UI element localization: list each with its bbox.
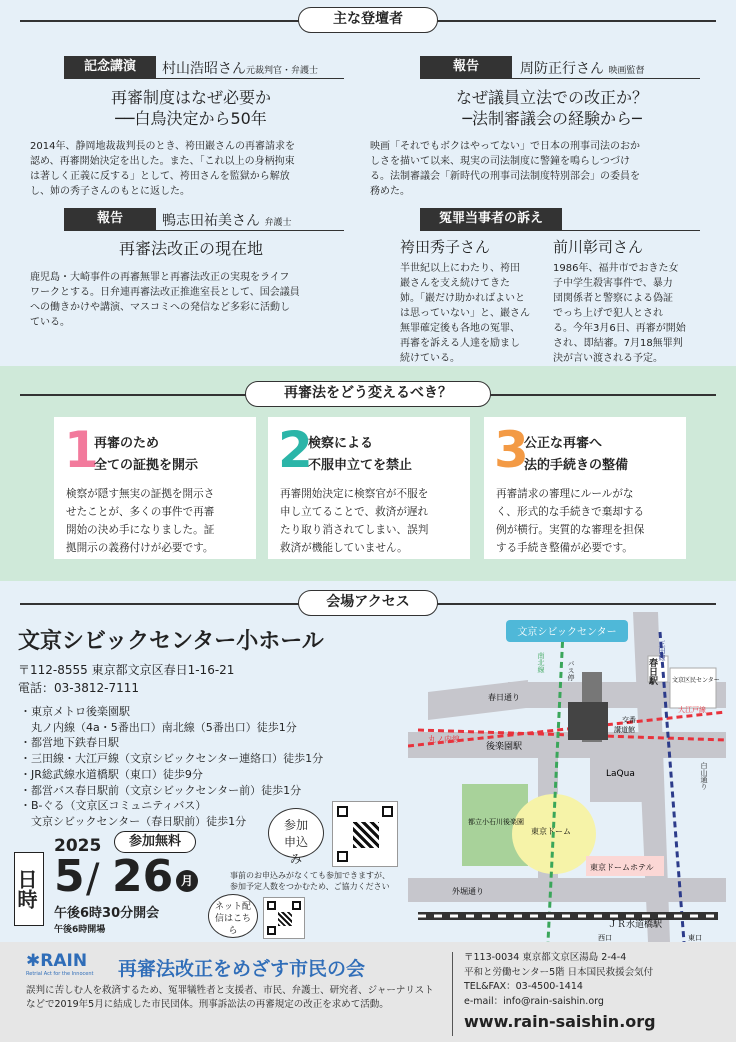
stream-bubble: ネット配信はこちら: [208, 894, 258, 938]
rain-logo-sub: Retrial Act for the Innocent: [26, 971, 94, 977]
venue-phone: 電話：03-3812-7111: [18, 681, 140, 695]
free-badge: 参加無料: [114, 831, 196, 853]
mita-label: 三田線: [658, 640, 666, 661]
route-line: 丸ノ内線（4a・5番出口）南北線（5番出口）徒歩1分: [20, 720, 297, 734]
kumin-center: [670, 668, 716, 708]
west-exit-label: 西口: [598, 934, 612, 942]
hakusan-label: 白山通り: [700, 762, 708, 790]
card-number: 2: [278, 421, 313, 479]
route-line: ・三田線・大江戸線（文京シビックセンター連絡口）徒歩1分: [20, 752, 324, 766]
victim-name: 袴田秀子さん: [400, 238, 491, 256]
org-description: 誤判に苦しむ人を救済するため、冤罪犠牲者と支援者、市民、弁護士、研究者、ジャーナリスト などで2019年5月に結成した市民団体。刑事訴訟法の再審規定の改正を求めて活動。: [26, 985, 434, 1010]
route-line: ・B-ぐる（文京区コミュニティバス）: [20, 799, 207, 813]
talk-title: 再審制度はなぜ必要か ──白鳥決定から50年: [110, 88, 271, 128]
victim-bio: 1986年、福井市でおきた女 子中学生殺害事件で、暴力 団関係者と警察による偽証 でっち上げで犯人とされ る。今年3月6日、再審が開始 され、即結審。7月18無罪判 決が言い渡される予定。: [553, 263, 686, 364]
date-label: 日時: [14, 852, 44, 926]
card-text: 再審開始決定に検察官が不服を 申し立てることで、救済が遅れ たり取り消されてしまい、誤判 救済が機能していません。: [280, 488, 429, 554]
reform-heading: 再審法をどう変えるべき？: [245, 381, 491, 407]
talk-title: なぜ議員立法での改正か？ ─法制審議会の経験から─: [455, 88, 648, 128]
underline: [64, 230, 344, 231]
kasuga-dori-label: 春日通り: [488, 693, 520, 702]
hotel-label: 東京ドームホテル: [590, 863, 654, 872]
tag-report: 報告: [64, 208, 156, 230]
bus-stop-label: バス停: [567, 660, 575, 681]
door-time: 午後6時開場: [54, 925, 106, 935]
route-line: ・都営地下鉄春日駅: [20, 736, 119, 750]
underline: [64, 78, 344, 79]
venue-address: 〒112-8555 東京都文京区春日1-16-21: [18, 663, 235, 677]
tag-report: 報告: [420, 56, 512, 78]
event-month: 5: [54, 851, 85, 902]
oedo-label: 大江戸線: [678, 706, 706, 714]
sotobori-label: 外堀通り: [452, 887, 484, 896]
access-routes: [20, 704, 323, 830]
rain-logo: ✱RAIN: [26, 951, 88, 971]
footer-divider: [452, 952, 453, 1036]
speakers-section: [0, 0, 736, 366]
card-title: 公正な再審へ 法的手続きの整備: [524, 436, 629, 473]
stream-qr-code[interactable]: [263, 897, 305, 939]
route-line: 文京シビックセンター（春日駅前）徒歩1分: [20, 814, 247, 828]
route-line: ・都営バス春日駅前（文京シビックセンター前）徒歩1分: [20, 783, 302, 797]
speaker-bio: 映画「それでもボクはやってない」で日本の刑事司法のおか しさを描いて以来、現実の司法制度に警鐘を鳴らしつづけ る。法制審議会「新時代の刑事司法制度特別部会」の委員を 務めた。: [370, 141, 640, 197]
apply-note: 事前のお申込みがなくても参加できますが、 参加予定人数をつかむため、ご協力ください: [230, 871, 390, 891]
venue-name: 文京シビックセンター小ホール: [18, 629, 324, 654]
org-contact: 〒113-0034 東京都文京区湯島 2-4-4 平和と労働センター5階 日本国民救援会気付 TEL&FAX：03-4500-1414 e-mail：info@rain-saishin.org: [464, 952, 654, 1007]
tag-victims: 冤罪当事者の訴え: [420, 208, 562, 230]
laqua-label: LaQua: [606, 769, 635, 779]
speakers-heading: 主な登壇者: [298, 7, 438, 33]
speaker-name: 周防正行さん 映画監督: [520, 61, 645, 77]
tag-keynote: 記念講演: [64, 56, 156, 78]
reform-card-2: [268, 417, 470, 559]
apply-qr-code[interactable]: [332, 801, 398, 867]
civic-building: [568, 702, 608, 740]
victim-name: 前川彰司さん: [553, 238, 644, 256]
card-text: 再審請求の審理にルールがな く、形式的な手続きで棄却する 例が横行。実質的な審理を担保 する手続き整備が必要です。: [496, 488, 645, 554]
rain-icon: ✱: [26, 951, 41, 971]
callout-label: 文京シビックセンター: [517, 627, 617, 638]
koban-label: 交番: [622, 716, 636, 724]
namboku-label: 南北線: [537, 652, 545, 673]
speaker-bio: 2014年、静岡地裁裁判長のとき、袴田巖さんの再審請求を 認め、再審開始決定を出した。また、「これ以上の身柄拘束 は著しく正義に反する」として、袴田さんを監獄から解放 し、姉の秀子さんのもとに返した。: [30, 141, 296, 197]
korakuen-label: 後楽園駅: [486, 742, 523, 752]
underline: [420, 78, 700, 79]
kumin-label: 文京区民センター: [672, 677, 720, 684]
route-line: ・東京メトロ後楽園駅: [20, 705, 130, 718]
card-text: 検察が隠す無実の証拠を開示さ せたことが、多くの事件で再審 開始の決め手になりました。証 拠開示の義務付けが必要です。: [66, 488, 215, 554]
card-number: 1: [64, 421, 99, 479]
talk-title: 再審法改正の現在地: [118, 239, 263, 258]
speaker-name: 鴨志田祐美さん 弁護士: [162, 213, 292, 229]
reform-card-3: [484, 417, 686, 559]
speaker-name: 村山浩昭さん元裁判官・弁護士: [162, 61, 319, 77]
marunouchi-label: 丸ノ内線: [428, 735, 460, 744]
event-year: 2025: [54, 836, 102, 856]
card-title: 再審のため 全ての証拠を開示: [94, 436, 199, 473]
victim-bio: 半世紀以上にわたり、袴田 巖さんを支え続けてきた 姉。「巖だけ助かればよいと は思っていない」と、巖さん 無罪確定後も各地の冤罪、 再審を訴える人達を励まし 続けている。: [400, 263, 530, 364]
weekday-badge: 月: [176, 870, 198, 892]
reform-card-1: [54, 417, 256, 559]
event-day: 26: [112, 851, 174, 902]
kasuga-station-label: 春日駅: [647, 658, 657, 685]
east-exit-label: 東口: [688, 934, 702, 942]
card-number: 3: [494, 421, 529, 479]
speaker-bio: 鹿児島・大崎事件の再審無罪と再審法改正の実現をライフ ワークとする。日弁連再審法改正推進室長として、国会議員 への働きかけや講演、マスコミへの発信など多彩に活動し ている。: [30, 272, 300, 328]
underline: [420, 230, 700, 231]
garden-label: 都立小石川後楽園: [468, 818, 524, 826]
org-name: 再審法改正をめざす市民の会: [118, 958, 366, 980]
open-time: 午後6時30分開会: [54, 906, 160, 921]
dome-label: 東京ドーム: [531, 827, 571, 836]
jr-label: ＪＲ水道橋駅: [608, 920, 663, 930]
reform-section: [0, 366, 736, 581]
website-link[interactable]: www.rain-saishin.org: [464, 1012, 656, 1031]
access-heading: 会場アクセス: [298, 590, 438, 616]
card-title: 検察による 不服申立てを禁止: [308, 436, 413, 473]
slash: /: [86, 856, 100, 902]
apply-bubble: 参加申込み: [268, 808, 324, 858]
route-line: ・JR総武線水道橋駅（東口）徒歩9分: [20, 767, 203, 781]
kodokan-label: 講道館: [614, 726, 635, 734]
